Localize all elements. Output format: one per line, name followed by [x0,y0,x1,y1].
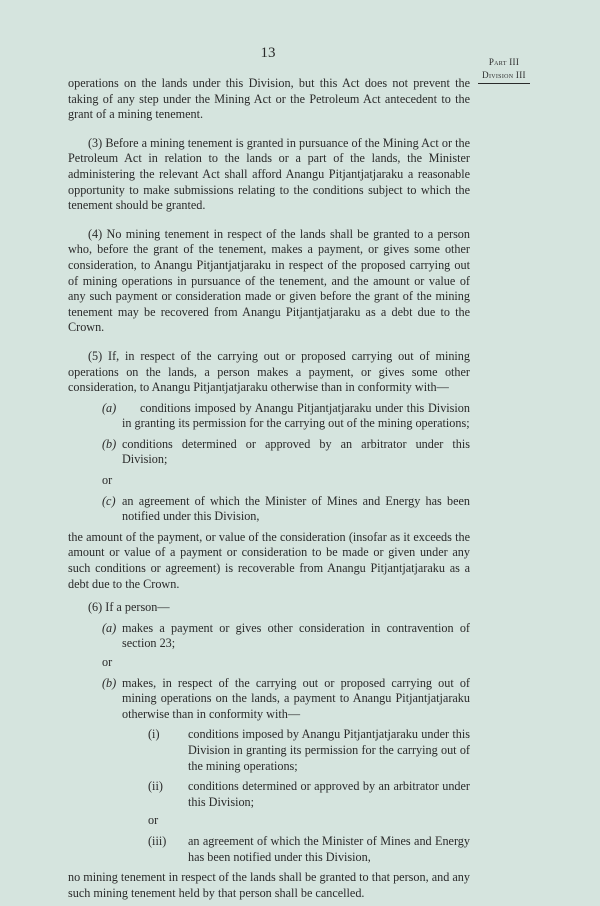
margin-note-part: Part III [488,57,520,67]
clause-text: an agreement of which the Minister of Mines and Energy has been notified under this Division, [122,493,470,524]
margin-note-rule [478,83,530,84]
subclause-text: an agreement of which the Minister of Mines and Energy has been notified under this Division, [188,833,470,864]
conjunction-or: or [102,655,113,669]
clause-text: makes a payment or gives other consideration in contravention of section 23; [122,620,470,651]
subclause-6b-i [68,727,470,774]
subsection-4: (4) No mining tenement in respect of the lands shall be granted to a person who, before the grant of the tenement, makes a payment, or gives some other consideration, to Anangu Pitjantjatjaraku in respect of the proposed carrying out of mining operations in pursuance of the tenement, and the amount or value of any such payment or consideration made or given before the grant of the mining tenement may be recovered from Anangu Pitjantjatjaraku as a debt due to the Crown. [68,226,470,335]
subsection-6-tail: no mining tenement in respect of the lands shall be granted to that person, and any such mining tenement held by that person shall be cancelled. [68,870,470,900]
clause-text: makes, in respect of the carrying out or proposed carrying out of mining operations on the lands, a payment to Anangu Pitjantjatjaraku otherwise than in conformity with— [122,675,470,721]
clause-5a [68,401,470,432]
conjunction-or: or [102,473,113,488]
subclause-label: (iii) [148,833,167,848]
subclause-6b-ii [68,779,470,810]
clause-label: (a) [102,620,117,635]
margin-note-division: Division III [482,70,526,80]
subclause-text: conditions imposed by Anangu Pitjantjatjaraku under this Division in granting its permission for the carrying out of the mining operations; [188,727,470,773]
body-text [68,76,470,901]
subsection-5: (5) If, in respect of the carrying out or proposed carrying out of mining operations on the lands, a person makes a payment, or gives some other consideration, to Anangu Pitjantjatjaraku otherwise than in conformity with— [68,348,470,395]
clause-label: (a) [102,400,117,415]
clause-6a [68,621,470,652]
subclause-label: (ii) [148,779,163,794]
subsection-5-tail: the amount of the payment, or value of the consideration (insofar as it exceeds the amount or value of a payment or consideration to be made or given under any such conditions or agreement) is recoverable from Anangu Pitjantjatjaraku as a debt due to the Crown. [68,529,470,591]
clause-text: conditions determined or approved by an arbitrator under this Division; [122,436,470,467]
clause-6b [68,676,470,723]
clause-text: conditions imposed by Anangu Pitjantjatjaraku under this Division in granting its permission for the carrying out of the mining operations; [122,400,470,431]
margin-note [478,56,530,84]
subclause-label: (i) [148,727,160,742]
subclause-text: conditions determined or approved by an arbitrator under this Division; [188,779,470,809]
clause-5c [68,494,470,525]
paragraph-continuation: operations on the lands under this Division, but this Act does not prevent the taking of any step under the Mining Act or the Petroleum Act antecedent to the grant of a mining tenement. [68,76,470,122]
clause-label: (b) [102,436,117,451]
subsection-6: (6) If a person— [88,600,170,615]
conjunction-or: or [148,813,159,828]
clause-5b [68,437,470,468]
clause-label: (c) [102,493,116,508]
clause-label: (b) [102,675,117,690]
page-number: 13 [260,45,276,61]
subclause-6b-iii [68,834,470,865]
subsection-3: (3) Before a mining tenement is granted in pursuance of the Mining Act or the Petroleum Act in relation to the lands or a part of the lands, the Minister administering the relevant Act shall afford Anangu Pitjantjatjaraku a reasonable opportunity to make submissions relating to the conditions subject to which the tenement should be granted. [68,135,470,213]
